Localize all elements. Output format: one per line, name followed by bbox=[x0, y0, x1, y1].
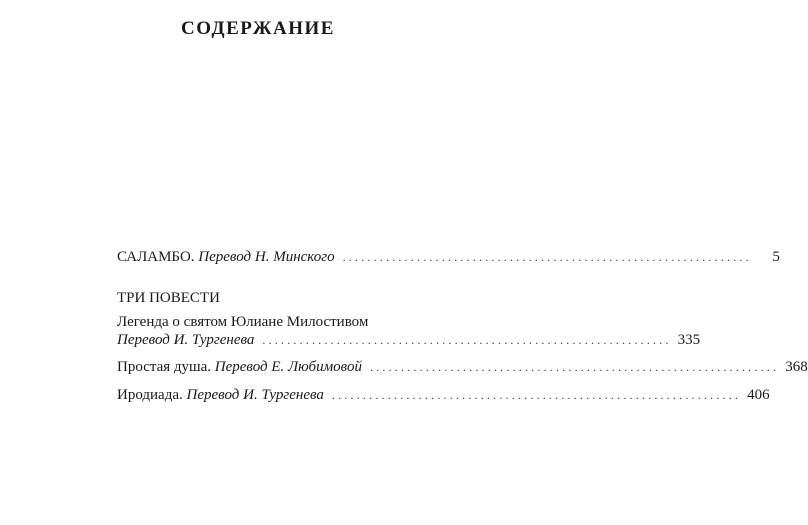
dot-leader: .................................................................. bbox=[369, 360, 780, 374]
toc-entry-legend[interactable] bbox=[117, 331, 701, 349]
toc-entry-title: Простая душа. bbox=[117, 359, 211, 375]
toc-entry-page-number: 368 bbox=[785, 359, 808, 375]
toc-entry-page-number: 406 bbox=[747, 387, 770, 403]
dot-leader: .................................................................. bbox=[262, 333, 672, 347]
toc-entry-translator: Перевод И. Тургенева bbox=[117, 332, 255, 348]
section-heading: ТРИ ПОВЕСТИ bbox=[117, 290, 220, 306]
toc-entry-simple-heart[interactable] bbox=[117, 358, 808, 376]
toc-entry-title: САЛАМБО. bbox=[117, 249, 195, 265]
toc-entry-page-number: 335 bbox=[677, 332, 701, 348]
toc-entry-translator: Перевод Е. Любимовой bbox=[214, 359, 362, 375]
dot-leader: .................................................................. bbox=[342, 250, 752, 264]
toc-entry-translator: Перевод И. Тургенева bbox=[186, 387, 324, 403]
toc-entry-label bbox=[117, 358, 362, 376]
page-title: СОДЕРЖАНИЕ bbox=[181, 18, 335, 39]
dot-leader: .................................................................. bbox=[331, 388, 742, 402]
toc-entry-label bbox=[117, 248, 335, 266]
toc-entry-title: Иродиада. bbox=[117, 387, 183, 403]
toc-entry-herodias[interactable] bbox=[117, 386, 770, 404]
toc-entry-label bbox=[117, 331, 254, 349]
toc-entry-salammbo[interactable] bbox=[117, 248, 780, 266]
toc-entry-label bbox=[117, 386, 324, 404]
toc-entry-page-number: 5 bbox=[772, 249, 780, 265]
toc-entry-translator: Перевод Н. Минского bbox=[198, 249, 335, 265]
toc-entry-legend-title[interactable]: Легенда о святом Юлиане Милостивом bbox=[117, 314, 369, 330]
